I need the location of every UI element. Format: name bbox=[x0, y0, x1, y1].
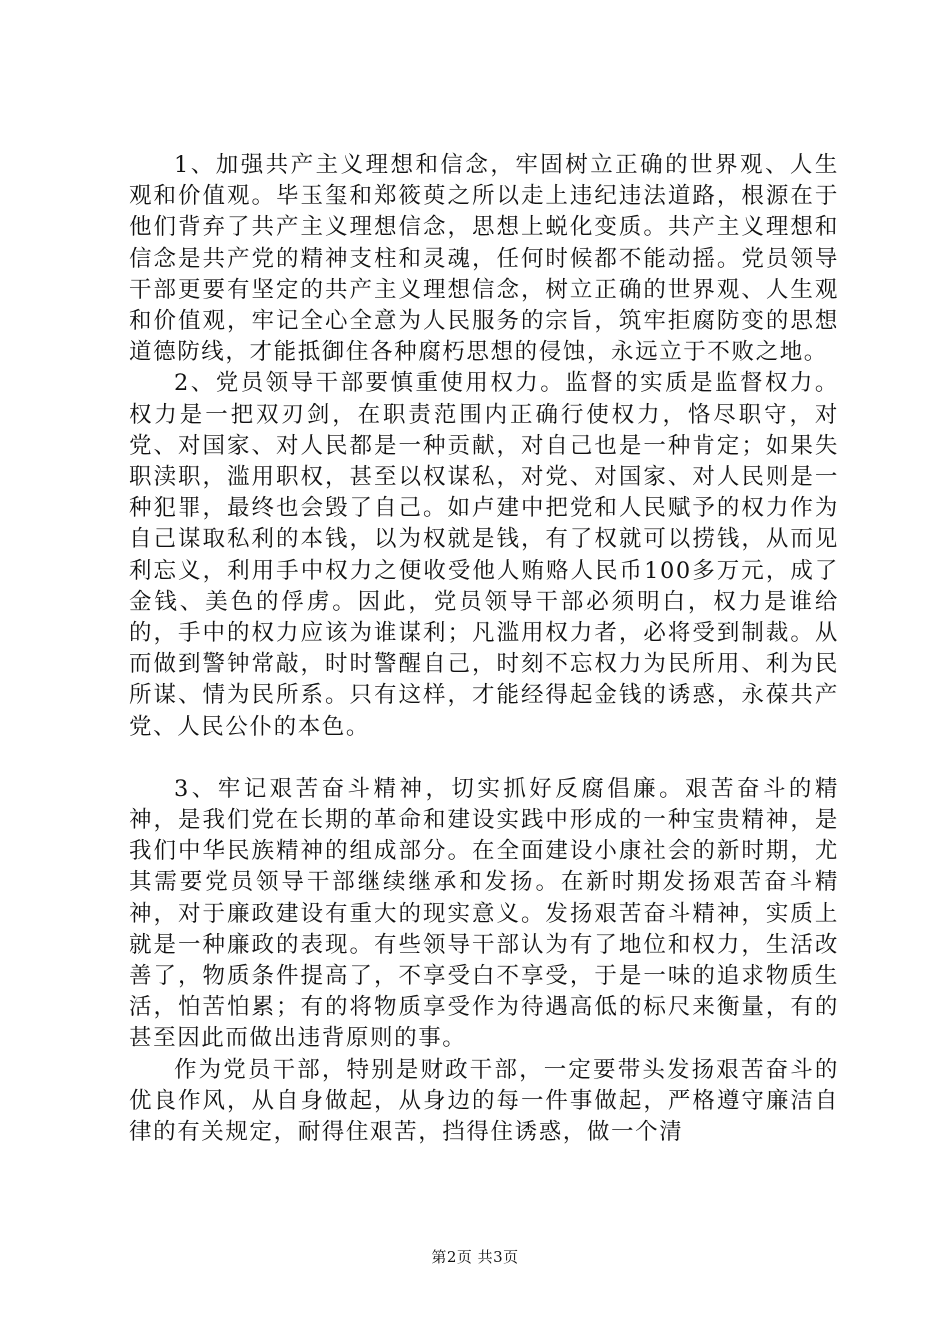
paragraph-2: 2、党员领导干部要慎重使用权力。监督的实质是监督权力。权力是一把双刃剑，在职责范围内正确行使权力，恪尽职守，对党、对国家、对人民都是一种贡献，对自己也是一种肯定；如果失职渎职，滥用职权，甚至以权谋私，对党、对国家、对人民则是一种犯罪，最终也会毁了自己。如卢建中把党和人民赋予的权力作为自己谋取私利的本钱，以为权就是钱，有了权就可以捞钱，从而见利忘义，利用手中权力之便收受他人贿赂人民币100多万元，成了金钱、美色的俘虏。因此，党员领导干部必须明白，权力是谁给的，手中的权力应该为谁谋利；凡滥用权力者，必将受到制裁。从而做到警钟常敲，时时警醒自己，时刻不忘权力为民所用、利为民所谋、情为民所系。只有这样，才能经得起金钱的诱惑，永葆共产党、人民公仆的本色。 bbox=[129, 370, 839, 740]
page-number-footer: 第2页 共3页 bbox=[431, 1248, 519, 1266]
paragraph-1: 1、加强共产主义理想和信念，牢固树立正确的世界观、人生观和价值观。毕玉玺和郑筱萸之所以走上违纪违法道路，根源在于他们背弃了共产主义理想信念，思想上蜕化变质。共产主义理想和信念是共产党的精神支柱和灵魂，任何时候都不能动摇。党员领导干部更要有坚定的共产主义理想信念，树立正确的世界观、人生观和价值观，牢记全心全意为人民服务的宗旨，筑牢拒腐防变的思想道德防线，才能抵御住各种腐朽思想的侵蚀，永远立于不败之地。 bbox=[129, 152, 839, 366]
paragraph-4: 作为党员干部，特别是财政干部，一定要带头发扬艰苦奋斗的优良作风，从自身做起，从身边的每一件事做起，严格遵守廉洁自律的有关规定，耐得住艰苦，挡得住诱惑，做一个清 bbox=[129, 1056, 839, 1146]
document-body bbox=[129, 150, 839, 1148]
paragraph-3: 3、牢记艰苦奋斗精神，切实抓好反腐倡廉。艰苦奋斗的精神，是我们党在长期的革命和建设实践中形成的一种宝贵精神，是我们中华民族精神的组成部分。在全面建设小康社会的新时期，尤其需要党员领导干部继续继承和发扬。在新时期发扬艰苦奋斗精神，对于廉政建设有重大的现实意义。发扬艰苦奋斗精神，实质上就是一种廉政的表现。有些领导干部认为有了地位和权力，生活改善了，物质条件提高了，不享受白不享受，于是一味的追求物质生活，怕苦怕累；有的将物质享受作为待遇高低的标尺来衡量，有的甚至因此而做出违背原则的事。 bbox=[129, 775, 839, 1052]
